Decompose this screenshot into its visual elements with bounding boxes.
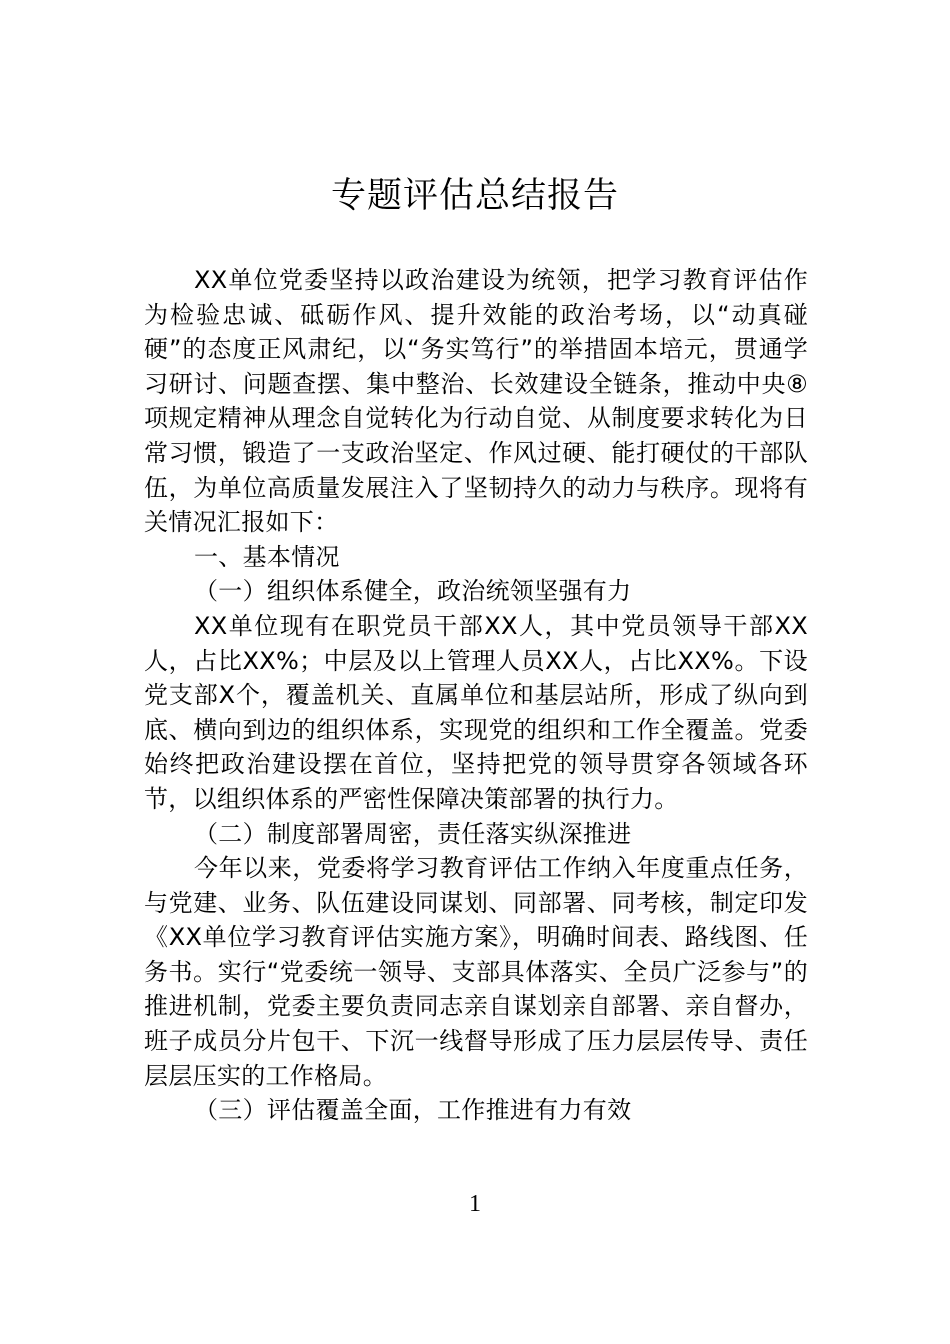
section-heading-basic-situation: 一、基本情况 — [194, 542, 340, 571]
subsection-heading-2: （二）制度部署周密，责任落实纵深推进 — [194, 819, 632, 848]
subsection-paragraph-2: 今年以来，党委将学习教育评估工作纳入年度重点任务，与党建、业务、队伍建设同谋划、同部署、同考核，制定印发《XX单位学习教育评估实施方案》，明确时间表、路线图、任务书。实行“党委统一领导、支部具体落实、全员广泛参与”的推进机制，党委主要负责同志亲自谋划亲自部署、亲自督办，班子成员分片包干、下沉一线督导形成了压力层层传导、责任层层压实的工作格局。 — [144, 854, 808, 1090]
subsection-paragraph-1: XX单位现有在职党员干部XX人，其中党员领导干部XX人，占比XX%；中层及以上管理人员XX人，占比XX%。下设党支部X个，覆盖机关、直属单位和基层站所，形成了纵向到底、横向到边的组织体系，实现党的组织和工作全覆盖。党委始终把政治建设摆在首位，坚持把党的领导贯穿各领域各环节，以组织体系的严密性保障决策部署的执行力。 — [144, 611, 808, 813]
page-number: 1 — [469, 1191, 481, 1217]
intro-paragraph: XX单位党委坚持以政治建设为统领，把学习教育评估作为检验忠诚、砥砺作风、提升效能的政治考场，以“动真碰硬”的态度正风肃纪，以“务实笃行”的举措固本培元，贯通学习研讨、问题查摆、集中整治、长效建设全链条，推动中央⑧项规定精神从理念自觉转化为行动自觉、从制度要求转化为日常习惯，锻造了一支政治坚定、作风过硬、能打硬仗的干部队伍，为单位高质量发展注入了坚韧持久的动力与秩序。现将有关情况汇报如下： — [144, 266, 808, 537]
page-title: 专题评估总结报告 — [330, 176, 619, 216]
document-body — [144, 263, 808, 1128]
subsection-heading-1: （一）组织体系健全，政治统领坚强有力 — [194, 577, 632, 606]
subsection-heading-3: （三）评估覆盖全面，工作推进有力有效 — [194, 1096, 632, 1125]
